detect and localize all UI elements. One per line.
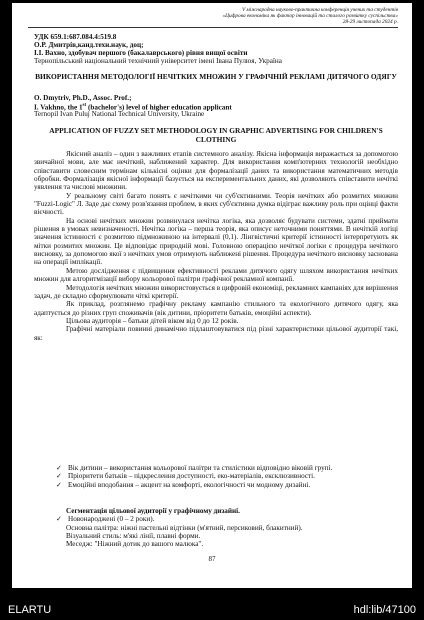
authors-ua-2: І.І. Вахно, здобувач першого (бакалаврського) рівня вищої освіти bbox=[34, 49, 248, 57]
paragraph: Графічні матеріали повинні динамічно підлаштовуватися під різні характеристики цільової аудиторії такі, як: bbox=[34, 325, 398, 342]
checkmark-bullet-icon: ✓ bbox=[56, 472, 63, 481]
running-header-date: 28-29 листопада 2024 р. bbox=[342, 19, 398, 25]
tail-line-1: Основна палітра: ніжні пастельні відтінки (м'ятний, персиковий, блакитний). bbox=[66, 524, 303, 532]
tail-line-3: Меседж: "Ніжний дотик до вашого малюка". bbox=[66, 540, 204, 548]
paragraph: Метою дослідження є підвищення ефективності реклами дитячого одягу шляхом використання нечітких множин для алгоритмізації вибору кольорової палітри графічної рекламної компанії. bbox=[34, 266, 398, 284]
segment-list bbox=[56, 515, 398, 523]
title-ua: ВИКОРИСТАННЯ МЕТОДОЛОГІЇ НЕЧІТКИХ МНОЖИН У ГРАФІЧНІЙ РЕКЛАМІ ДИТЯЧОГО ОДЯГУ bbox=[35, 72, 397, 81]
authors-en: O. Dmytriv, Ph.D., Assoc. Prof.; bbox=[34, 94, 132, 102]
authors-ua: О.Р. Дмитрів,канд.техн.наук, доц; bbox=[34, 41, 144, 49]
checkmark-bullet-icon: ✓ bbox=[56, 464, 63, 472]
affiliation-en: Ternopil Ivan Puluj National Technical University, Ukraine bbox=[34, 110, 205, 118]
bullet-list bbox=[56, 464, 398, 489]
list-item: ✓ Емоційні вподобання – акцент на комфорті, екологічності чи модному дизайні. bbox=[56, 480, 311, 489]
tail-line-2: Візуальний стиль: м'які лінії, плавні форми. bbox=[66, 532, 201, 540]
header-rule bbox=[28, 27, 398, 28]
footer-repository-name: ELARTU bbox=[8, 604, 52, 616]
running-header-line1: V міжнародна науково-практична конференція учених та студентів bbox=[241, 7, 398, 13]
paragraph: Як приклад, розглянемо графічну рекламу кампанію стильного та екологічного дитячого одягу, яка адаптується до різних груп споживачів (вік дитини, пріоритети батьків, емоційні аспекти). bbox=[34, 300, 398, 317]
paragraph: Методологія нечітких множин використовується в цифровій економіці, рекламних кампаніях для вирішення задач, де складно сформулювати чіткі критерії. bbox=[34, 283, 398, 300]
body-text bbox=[34, 150, 398, 342]
paper-page bbox=[12, 3, 412, 588]
paragraph: Якісний аналіз – один з важливих етапів системного аналізу. Якісна інформація виражається за допомогою звичайної мови, але має нечіткий, наближений характер. Для використання комп'ютерних технологій необхідно співставити словесним термінам кількісні оцінки для формалізації даних та використання математичних методів обробки. Формалізація якісної інформації базується на експериментальних даних, які дозволяють співставити нечіткі уявлення та числові множини. bbox=[34, 150, 398, 192]
list-item: ✓ Пріоритети батьків – підкреслення доступності, еко-матеріалів, ексклюзивності. bbox=[56, 472, 315, 481]
running-header-line2: «Цифрова економіка як фактор інновацій та сталого розвитку суспільства» bbox=[222, 13, 398, 19]
paragraph: У реальному світі багато понять є нечіткими чи суб'єктивними. Теорія нечітких або розмитих множин "Fuzzi-Logic" Л. Заде дає схему розв'язання проблем, в яких суб'єктивна думка відіграє важливу роль при оцінці факти вієчності. bbox=[34, 191, 398, 217]
page-number: 87 bbox=[208, 555, 216, 563]
list-item: ✓ Новонароджені (0 – 2 роки). bbox=[56, 515, 155, 523]
checkmark-bullet-icon: ✓ bbox=[56, 515, 63, 523]
authors-en-2: I. Vakhno, the 1st (bachelor's) level of higher education applicant bbox=[34, 103, 232, 112]
checkmark-bullet-icon: ✓ bbox=[56, 480, 63, 489]
affiliation-ua: Тернопільський національний технічний університет імені Івана Пулюя, Україна bbox=[34, 57, 282, 65]
list-item: ✓ Вік дитини – використання кольорової палітри та стилістики відповідно віковій групі. bbox=[56, 464, 333, 472]
paragraph: Цільова аудиторія – батьки дітей віком від 0 до 12 років. bbox=[66, 316, 239, 325]
title-en: APPLICATION OF FUZZY SET METHODOLOGY IN GRAPHIC ADVERTISING FOR CHILDREN'S CLOTHING bbox=[49, 126, 383, 144]
footer-handle: hdl:lib/47100 bbox=[353, 604, 416, 616]
segment-title: Сегментація цільової аудиторії у графічному дизайні. bbox=[66, 507, 240, 515]
paragraph: На основі нечітких множин розвинулася нечітка логіка, яка дозволяє будувати системи, здатні приймати рішення в умовах невизначеності. Нечітка логіка – перша теорія, яка описує неточними поняттями. В нечіткій логіці значення істинності є розмитою підмножиною на інтервалі (0,1). Лінгвістичні критерії істинності інтерпретують як мітки розмитих множин. Це відповідає природній мові. Головною операцією нечіткої логіки є процедура нечіткого висновку, за допомогою якої з нечітких умов отримують наближені рішення. Процедура нечіткого висновку заснована на операції імплікації. bbox=[34, 216, 398, 267]
udc-code: УДК 659.1:687.084.4:519.8 bbox=[34, 33, 117, 41]
